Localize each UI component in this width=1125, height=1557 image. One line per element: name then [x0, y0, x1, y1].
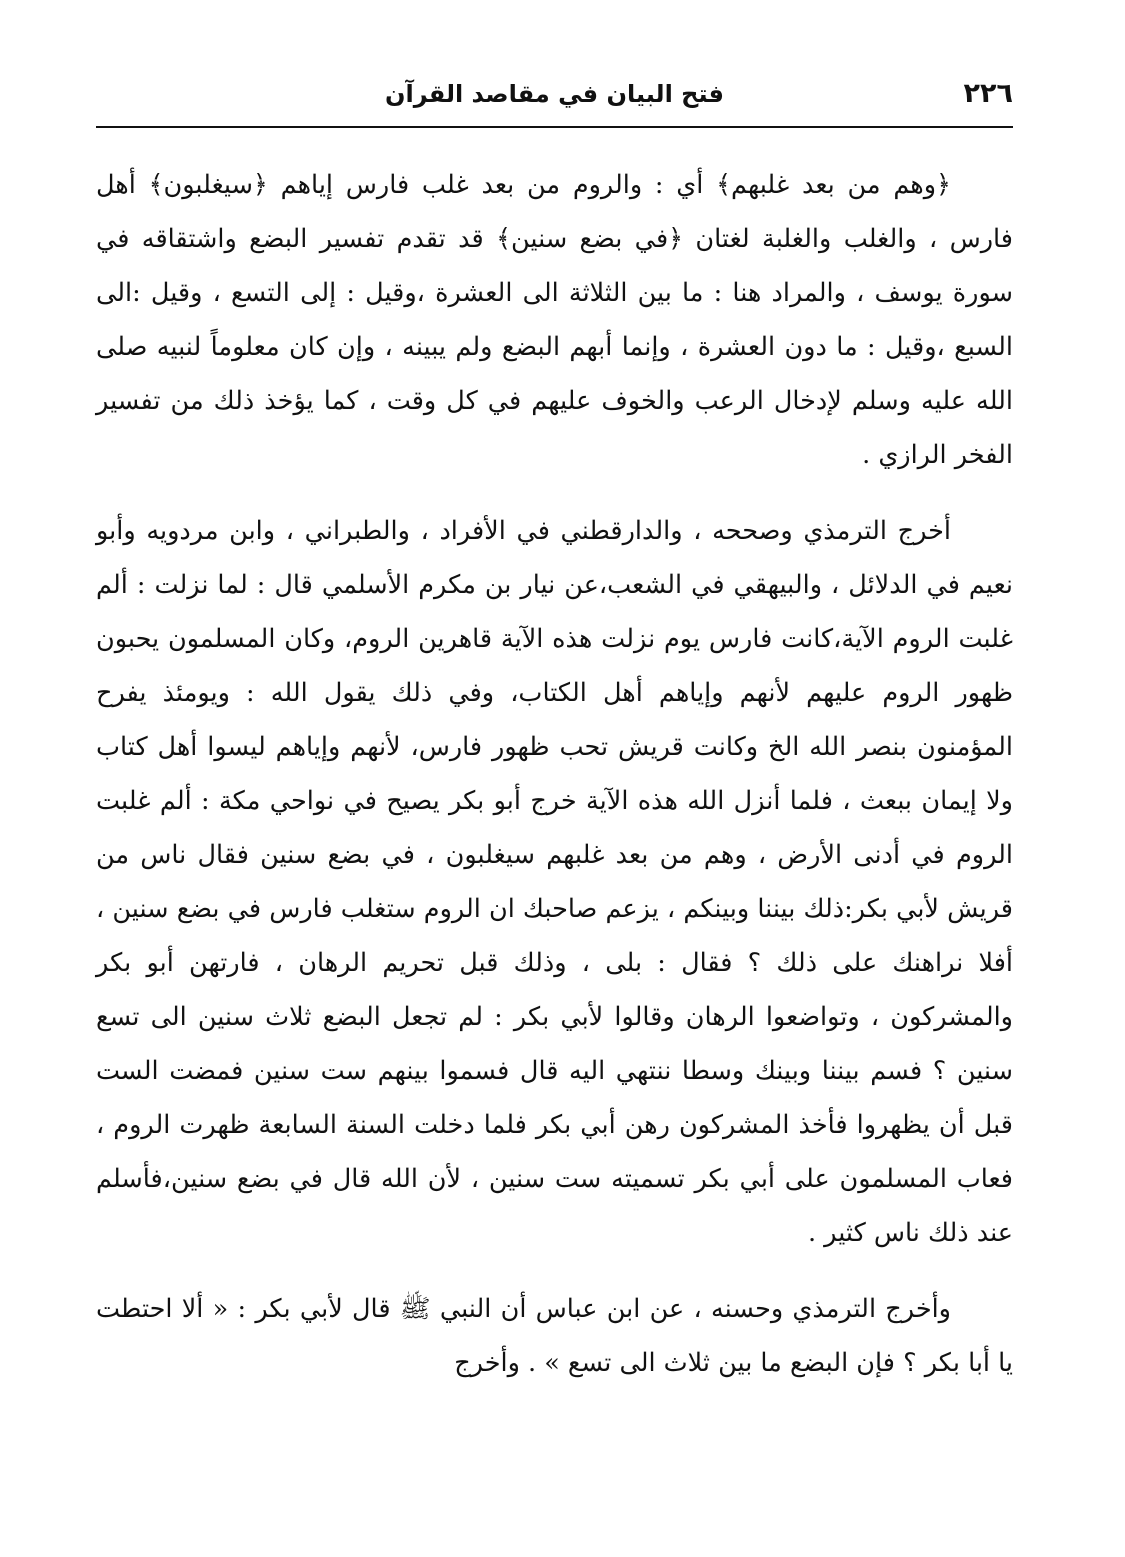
- book-title: فتح البيان في مقاصد القرآن: [385, 80, 724, 108]
- header-divider: [96, 126, 1013, 128]
- page-number: ٢٢٦: [963, 78, 1013, 109]
- running-header: [96, 72, 1013, 124]
- paragraph-second-narration: وأخرج الترمذي وحسنه ، عن ابن عباس أن النبي ﷺ قال لأبي بكر : « ألا احتطت يا أبا بكر ؟ فإن البضع ما بين ثلاث الى تسع » . وأخرج: [96, 1294, 1013, 1378]
- paragraph-commentary: ﴿وهم من بعد غلبهم﴾ أي : والروم من بعد غلب فارس إياهم ﴿سيغلبون﴾ أهل فارس ، والغلب والغلبة لغتان ﴿في بضع سنين﴾ قد تقدم تفسير البضع واشتقاقه في سورة يوسف ، والمراد هنا : ما بين الثلاثة الى العشرة ،وقيل : إلى التسع ، وقيل :الى السبع ،وقيل : ما دون العشرة ، وإنما أبهم البضع ولم يبينه ، وإن كان معلوماً لنبيه صلى الله عليه وسلم لإدخال الرعب والخوف عليهم في كل وقت ، كما يؤخذ ذلك من تفسير الفخر الرازي .: [96, 170, 1013, 470]
- body-text: [96, 158, 1013, 1390]
- paragraph-narration: أخرج الترمذي وصححه ، والدارقطني في الأفراد ، والطبراني ، وابن مردويه وأبو نعيم في الدلائل ، والبيهقي في الشعب،عن نيار بن مكرم الأسلمي قال : لما نزلت : ألم غلبت الروم الآية،كانت فارس يوم نزلت هذه الآية قاهرين الروم، وكان المسلمون يحبون ظهور الروم عليهم لأنهم وإياهم أهل الكتاب، وفي ذلك يقول الله : ويومئذ يفرح المؤمنون بنصر الله الخ وكانت قريش تحب ظهور فارس، لأنهم وإياهم ليسوا أهل كتاب ولا إيمان ببعث ، فلما أنزل الله هذه الآية خرج أبو بكر يصيح في نواحي مكة : ألم غلبت الروم في أدنى الأرض ، وهم من بعد غلبهم سيغلبون ، في بضع سنين فقال ناس من قريش لأبي بكر:ذلك بيننا وبينكم ، يزعم صاحبك ان الروم ستغلب فارس في بضع سنين ، أفلا نراهنك على ذلك ؟ فقال : بلى ، وذلك قبل تحريم الرهان ، فارتهن أبو بكر والمشركون ، وتواضعوا الرهان وقالوا لأبي بكر : لم تجعل البضع ثلاث سنين الى تسع سنين ؟ فسم بيننا وبينك وسطا ننتهي اليه قال فسموا بينهم ست سنين فمضت الست قبل أن يظهروا فأخذ المشركون رهن أبي بكر فلما دخلت السنة السابعة ظهرت الروم ، فعاب المسلمون على أبي بكر تسميته ست سنين ، لأن الله قال في بضع سنين،فأسلم عند ذلك ناس كثير .: [96, 516, 1013, 1248]
